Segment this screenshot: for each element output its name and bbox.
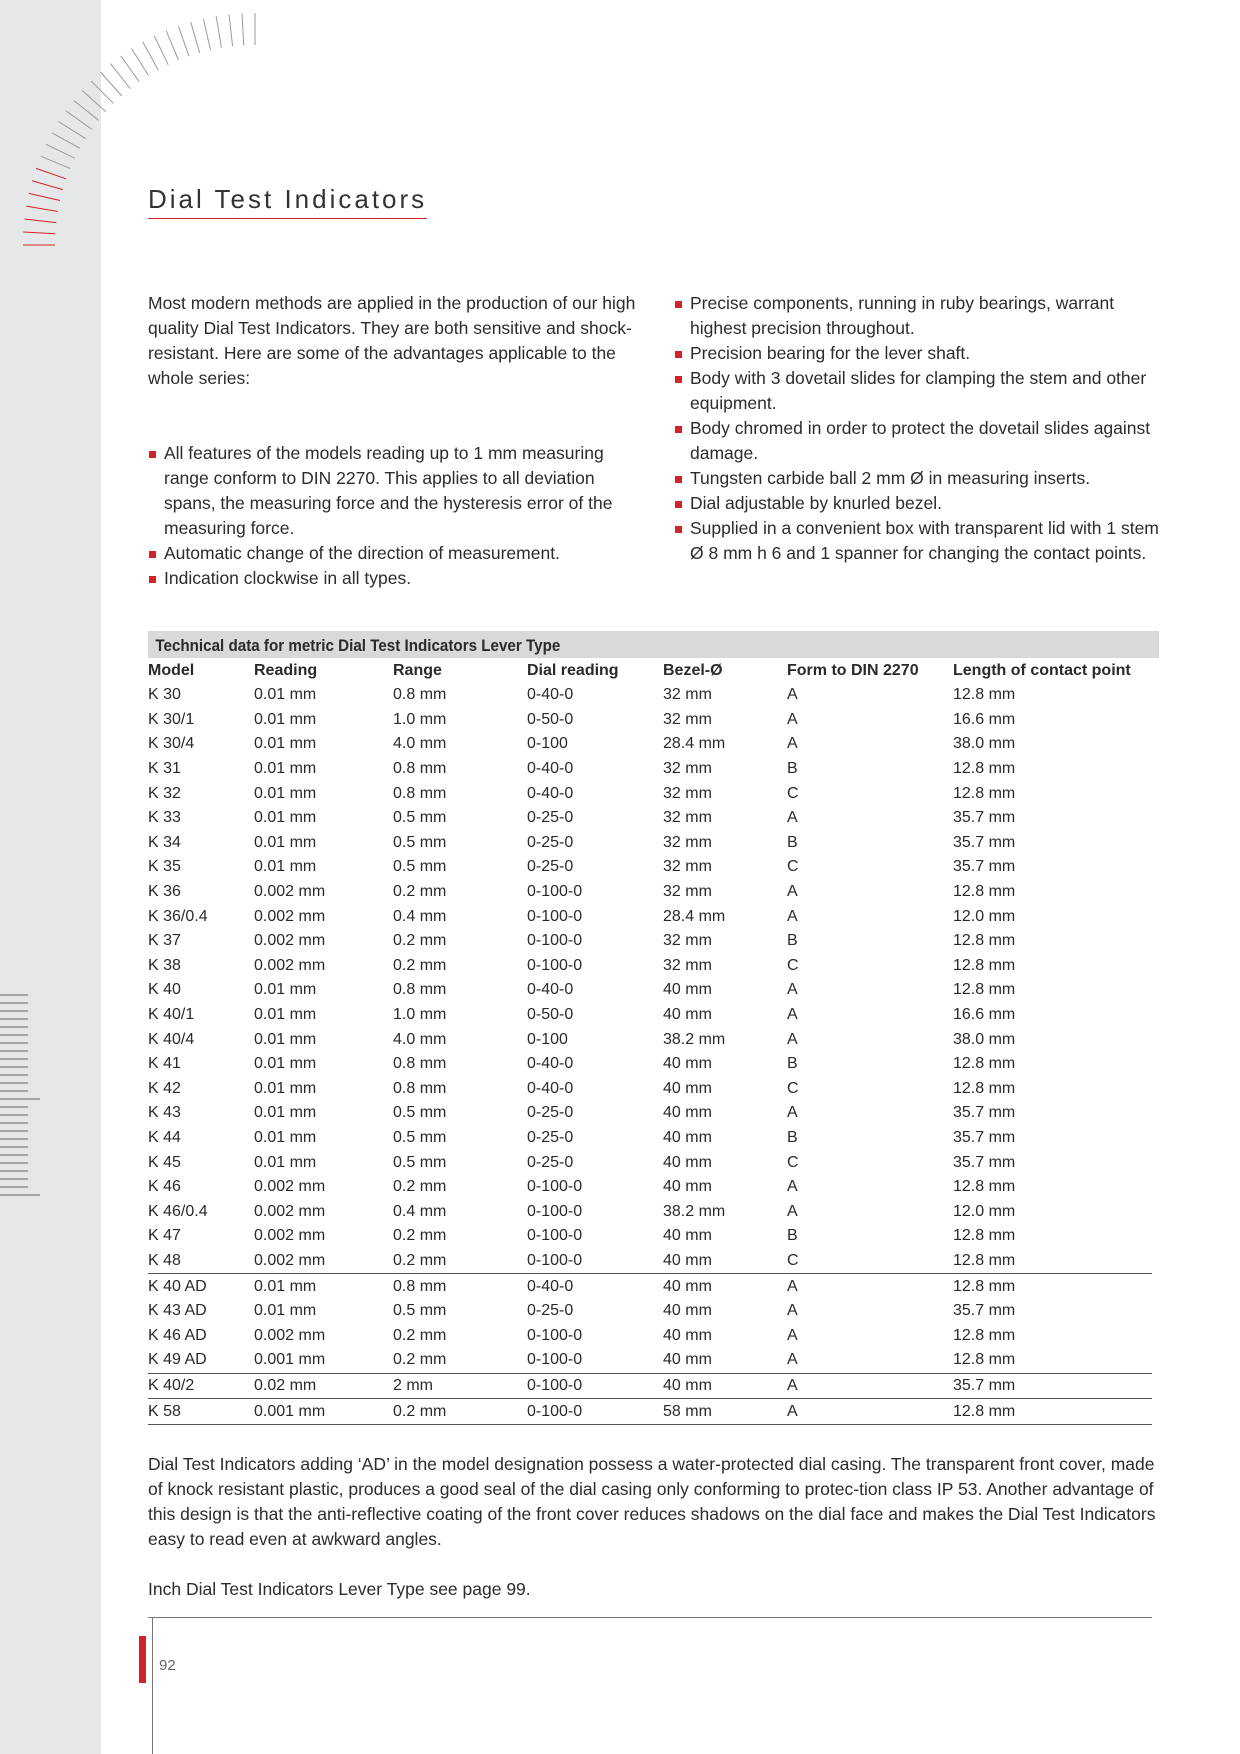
bullet-item: All features of the models reading up to 1 mm measuring range conform to DIN 2270. This applies to all deviation spans, the measuring force and the hysteresis error of the measuring force. — [148, 441, 648, 541]
table-cell: A — [787, 883, 798, 901]
table-cell: 0.01 mm — [254, 710, 317, 728]
bullet-item: Tungsten carbide ball 2 mm Ø in measuring inserts. — [674, 466, 1164, 491]
scale-tick — [203, 19, 210, 50]
table-cell: 12.8 mm — [953, 981, 1016, 999]
table-row — [148, 1373, 1152, 1399]
table-cell: 32 mm — [663, 784, 712, 802]
table-cell: 12.8 mm — [953, 1251, 1016, 1269]
table-cell: A — [787, 735, 798, 753]
table-row — [148, 1027, 1152, 1052]
column-header: Range — [393, 662, 442, 679]
scale-tick — [100, 72, 121, 96]
table-cell: 4.0 mm — [393, 735, 447, 753]
table-row — [148, 1399, 1152, 1425]
table-cell: 0.5 mm — [393, 1302, 447, 1320]
table-cell: K 37 — [148, 932, 181, 950]
table-cell: 32 mm — [663, 686, 712, 704]
table-cell: A — [787, 710, 798, 728]
table-row — [148, 757, 1152, 782]
table-cell: K 40/2 — [148, 1373, 254, 1399]
table-cell: 1.0 mm — [393, 1006, 447, 1024]
table-cell: 12.8 mm — [953, 686, 1016, 704]
table-cell: 12.8 mm — [953, 1351, 1016, 1369]
table-cell: 0-100-0 — [527, 883, 583, 901]
table-cell: A — [787, 981, 798, 999]
table-cell: 0.5 mm — [393, 1104, 447, 1122]
table-cell: 0-100 — [527, 735, 568, 753]
table-cell: 0.01 mm — [254, 981, 317, 999]
table-cell: 12.8 mm — [953, 956, 1016, 974]
table-row — [148, 1052, 1152, 1077]
table-cell: 0-40-0 — [527, 1079, 574, 1097]
table-cell: 12.8 mm — [953, 1227, 1016, 1245]
table-cell: 0.5 mm — [393, 1153, 447, 1171]
table-cell: 0-50-0 — [527, 1006, 574, 1024]
table-cell: 12.8 mm — [953, 1055, 1016, 1073]
scale-tick — [74, 100, 99, 120]
table-cell: 35.7 mm — [953, 1128, 1016, 1146]
table-cell: 0-25-0 — [527, 1153, 574, 1171]
scale-tick — [154, 36, 168, 65]
table-cell: 40 mm — [663, 1006, 712, 1024]
table-row — [148, 683, 1152, 708]
table-cell: K 44 — [148, 1128, 181, 1146]
table-cell: K 32 — [148, 784, 181, 802]
table-cell: 0.01 mm — [254, 1055, 317, 1073]
table-row — [148, 1274, 1152, 1299]
table-cell: B — [787, 760, 798, 778]
scale-tick — [143, 42, 158, 70]
table-cell: K 43 AD — [148, 1302, 207, 1320]
table-cell: 0.002 mm — [254, 883, 326, 901]
table-cell: 0.2 mm — [393, 1399, 527, 1425]
table-cell: 0.01 mm — [254, 760, 317, 778]
table-cell: C — [787, 956, 799, 974]
table-row — [148, 1003, 1152, 1028]
table-cell: K 58 — [148, 1399, 254, 1425]
table-row — [148, 1348, 1152, 1373]
table-cell: 40 mm — [663, 1153, 712, 1171]
table-cell: 58 mm — [663, 1399, 787, 1425]
column-header: Reading — [254, 662, 318, 679]
table-row — [148, 855, 1152, 880]
table-header-row — [148, 658, 1152, 683]
table-cell: 38.0 mm — [953, 735, 1016, 753]
table-cell: 0.01 mm — [254, 1153, 317, 1171]
technical-data-table — [148, 658, 1152, 1425]
table-cell: 40 mm — [663, 1128, 712, 1146]
table-cell: 0.002 mm — [254, 907, 326, 925]
table-cell: A — [787, 1006, 798, 1024]
column-header: Dial reading — [527, 662, 619, 679]
table-row — [148, 1199, 1152, 1224]
table-cell: 16.6 mm — [953, 1006, 1016, 1024]
table-cell: 0.8 mm — [393, 1274, 527, 1299]
table-cell: 40 mm — [663, 1274, 787, 1299]
table-cell: A — [787, 1351, 798, 1369]
table-cell: 0.01 mm — [254, 1302, 317, 1320]
table-cell: K 45 — [148, 1153, 181, 1171]
table-cell: C — [787, 1153, 799, 1171]
table-cell: 0-25-0 — [527, 858, 574, 876]
scale-tick — [216, 16, 221, 48]
table-cell: 0.01 mm — [254, 1006, 317, 1024]
table-cell: K 42 — [148, 1079, 181, 1097]
table-cell: 12.8 mm — [953, 1079, 1016, 1097]
table-cell: 0.01 mm — [254, 1128, 317, 1146]
table-cell: A — [787, 1302, 798, 1320]
table-cell: 0-40-0 — [527, 1055, 574, 1073]
column-header: Bezel-Ø — [663, 662, 723, 679]
table-cell: K 35 — [148, 858, 181, 876]
table-row — [148, 1077, 1152, 1102]
table-row — [148, 781, 1152, 806]
table-cell: 0.5 mm — [393, 809, 447, 827]
scale-tick — [132, 49, 149, 76]
table-cell: 0-25-0 — [527, 1104, 574, 1122]
table-cell: 0-100-0 — [527, 1373, 663, 1399]
table-cell: 0-100 — [527, 1030, 568, 1048]
table-cell: K 40/1 — [148, 1006, 195, 1024]
table-cell: 0.002 mm — [254, 1251, 326, 1269]
table-cell: 40 mm — [663, 1302, 712, 1320]
table-body — [148, 683, 1152, 1424]
table-cell: 0.8 mm — [393, 1055, 447, 1073]
intro-paragraph: Most modern methods are applied in the production of our high quality Dial Test Indicators. They are both sensitive and shock-resistant. Here are some of the advantages applicable to the whole series: — [148, 293, 636, 388]
table-cell: 0-100-0 — [527, 1399, 663, 1425]
table-cell: 0-40-0 — [527, 981, 574, 999]
table-cell: 0.4 mm — [393, 907, 447, 925]
table-row — [148, 954, 1152, 979]
table-cell: B — [787, 1227, 798, 1245]
table-title: Technical data for metric Dial Test Indicators Lever Type — [148, 631, 1159, 658]
table-cell: 0.5 mm — [393, 833, 447, 851]
table-cell: C — [787, 1079, 799, 1097]
scale-tick — [166, 31, 178, 61]
table-cell: 40 mm — [663, 1104, 712, 1122]
table-cell: 0.2 mm — [393, 1251, 447, 1269]
scale-tick — [121, 56, 140, 82]
ad-note-paragraph: Dial Test Indicators adding ‘AD’ in the model designation possess a water-protected dial casing. The transparent front cover, made of knock resistant plastic, produces a good seal of the dial casing only conforming to protec-tion class IP 53. Another advantage of this design is that the anti-reflective coating of the front cover reduces shadows on the dial face and makes the Dial Test Indicators easy to read even at awkward angles. — [148, 1454, 1156, 1549]
table-cell: 0.002 mm — [254, 1326, 326, 1344]
table-cell: 0.2 mm — [393, 956, 447, 974]
table-cell: 32 mm — [663, 883, 712, 901]
table-cell: 32 mm — [663, 956, 712, 974]
footer-frame-line — [152, 1617, 1152, 1618]
table-cell: 32 mm — [663, 710, 712, 728]
table-cell: 0.02 mm — [254, 1373, 393, 1399]
scale-tick — [191, 22, 200, 53]
table-cell: 0-40-0 — [527, 686, 574, 704]
scale-tick — [110, 64, 130, 89]
table-row — [148, 732, 1152, 757]
table-cell: K 46 — [148, 1178, 181, 1196]
table-row — [148, 1299, 1152, 1324]
table-cell: 0.01 mm — [254, 833, 317, 851]
features-list-left — [148, 441, 648, 591]
table-cell: 0-50-0 — [527, 710, 574, 728]
table-cell: 12.8 mm — [953, 1399, 1152, 1425]
table-cell: 35.7 mm — [953, 858, 1016, 876]
table-cell: 0.8 mm — [393, 784, 447, 802]
bullet-item: Body chromed in order to protect the dovetail slides against damage. — [674, 416, 1164, 466]
table-cell: 0-25-0 — [527, 833, 574, 851]
table-row — [148, 1101, 1152, 1126]
features-list-right — [674, 291, 1164, 566]
bullet-item: Precise components, running in ruby bearings, warrant highest precision throughout. — [674, 291, 1164, 341]
table-cell: 12.8 mm — [953, 784, 1016, 802]
scale-tick — [229, 14, 233, 46]
table-cell: C — [787, 858, 799, 876]
table-cell: 28.4 mm — [663, 907, 726, 925]
table-cell: 38.2 mm — [663, 1202, 726, 1220]
table-cell: 0-25-0 — [527, 809, 574, 827]
table-cell: 0.001 mm — [254, 1351, 326, 1369]
table-cell: 4.0 mm — [393, 1030, 447, 1048]
table-cell: A — [787, 1104, 798, 1122]
table-cell: A — [787, 1373, 953, 1399]
table-cell: 40 mm — [663, 1079, 712, 1097]
table-cell: 0.001 mm — [254, 1399, 393, 1425]
table-cell: K 30/4 — [148, 735, 195, 753]
table-cell: K 40/4 — [148, 1030, 195, 1048]
table-cell: 12.0 mm — [953, 1202, 1016, 1220]
table-cell: 0.01 mm — [254, 784, 317, 802]
table-cell: 35.7 mm — [953, 1373, 1152, 1399]
table-row — [148, 929, 1152, 954]
table-cell: K 38 — [148, 956, 181, 974]
table-cell: 0.002 mm — [254, 1178, 326, 1196]
table-cell: 0.01 mm — [254, 1079, 317, 1097]
bullet-item: Dial adjustable by knurled bezel. — [674, 491, 1164, 516]
table-cell: A — [787, 1326, 798, 1344]
table-cell: 16.6 mm — [953, 710, 1016, 728]
table-cell: 35.7 mm — [953, 1104, 1016, 1122]
table-row — [148, 806, 1152, 831]
table-cell: 32 mm — [663, 833, 712, 851]
table-cell: K 41 — [148, 1055, 181, 1073]
table-cell: 0-25-0 — [527, 1302, 574, 1320]
table-row — [148, 1175, 1152, 1200]
table-row — [148, 831, 1152, 856]
table-cell: K 30 — [148, 686, 181, 704]
table-cell: 12.8 mm — [953, 1274, 1152, 1299]
table-cell: 40 mm — [663, 1326, 712, 1344]
scale-tick — [242, 13, 244, 45]
table-cell: 40 mm — [663, 981, 712, 999]
page-number: 92 — [159, 1657, 176, 1674]
table-cell: 0-40-0 — [527, 760, 574, 778]
table-cell: K 46 AD — [148, 1326, 207, 1344]
table-cell: 0-25-0 — [527, 1128, 574, 1146]
table-cell: 0.01 mm — [254, 686, 317, 704]
bullet-item: Precision bearing for the lever shaft. — [674, 341, 1164, 366]
table-cell: 2 mm — [393, 1373, 527, 1399]
table-cell: 0-100-0 — [527, 1227, 583, 1245]
table-cell: A — [787, 1274, 953, 1299]
table-cell: 12.8 mm — [953, 1178, 1016, 1196]
table-cell: 0-100-0 — [527, 1251, 583, 1269]
table-row — [148, 708, 1152, 733]
table-cell: 0.01 mm — [254, 735, 317, 753]
table-cell: K 31 — [148, 760, 181, 778]
table-cell: 0.2 mm — [393, 1351, 447, 1369]
table-cell: 1.0 mm — [393, 710, 447, 728]
table-row — [148, 1126, 1152, 1151]
table-cell: A — [787, 1202, 798, 1220]
scale-tick — [178, 26, 189, 56]
table-cell: 0-100-0 — [527, 1202, 583, 1220]
table-cell: 35.7 mm — [953, 1153, 1016, 1171]
table-cell: 38.0 mm — [953, 1030, 1016, 1048]
table-cell: K 30/1 — [148, 710, 195, 728]
table-cell: 0-100-0 — [527, 1178, 583, 1196]
table-cell: 40 mm — [663, 1055, 712, 1073]
page-number-marker — [139, 1636, 146, 1683]
table-row — [148, 1323, 1152, 1348]
table-cell: A — [787, 1178, 798, 1196]
column-header: Form to DIN 2270 — [787, 662, 919, 679]
scale-tick — [82, 90, 106, 111]
bullet-item: Automatic change of the direction of measurement. — [148, 541, 648, 566]
table-cell: 0.2 mm — [393, 932, 447, 950]
table-cell: 35.7 mm — [953, 1302, 1016, 1320]
scale-tick — [91, 81, 114, 104]
scale-tick — [66, 111, 92, 130]
table-cell: 12.8 mm — [953, 883, 1016, 901]
table-cell: K 40 — [148, 981, 181, 999]
table-row — [148, 904, 1152, 929]
table-row — [148, 880, 1152, 905]
table-cell: A — [787, 1030, 798, 1048]
table-cell: 32 mm — [663, 760, 712, 778]
table-cell: 0.01 mm — [254, 1274, 393, 1299]
footer-frame-vertical — [152, 1617, 153, 1754]
table-cell: 0.4 mm — [393, 1202, 447, 1220]
table-cell: 40 mm — [663, 1178, 712, 1196]
bullet-item: Body with 3 dovetail slides for clamping the stem and other equipment. — [674, 366, 1164, 416]
table-cell: 0.002 mm — [254, 932, 326, 950]
table-cell: 12.8 mm — [953, 1326, 1016, 1344]
technical-data-section — [148, 631, 1152, 1425]
table-cell: 0.2 mm — [393, 1227, 447, 1245]
table-cell: 40 mm — [663, 1351, 712, 1369]
table-cell: 32 mm — [663, 858, 712, 876]
table-cell: 40 mm — [663, 1227, 712, 1245]
table-cell: A — [787, 686, 798, 704]
table-cell: 0.8 mm — [393, 1079, 447, 1097]
table-cell: 0.2 mm — [393, 1326, 447, 1344]
table-cell: 0.002 mm — [254, 1227, 326, 1245]
table-cell: 0-40-0 — [527, 1274, 663, 1299]
table-cell: 0-40-0 — [527, 784, 574, 802]
table-row — [148, 1224, 1152, 1249]
table-cell: 0-100-0 — [527, 1351, 583, 1369]
column-header: Length of contact point — [953, 662, 1131, 679]
table-cell: K 48 — [148, 1251, 181, 1269]
table-cell: 0.2 mm — [393, 1178, 447, 1196]
table-row — [148, 1249, 1152, 1274]
table-cell: 0.01 mm — [254, 1030, 317, 1048]
bullet-item: Supplied in a convenient box with transparent lid with 1 stem Ø 8 mm h 6 and 1 spanner for changing the contact points. — [674, 516, 1164, 566]
table-cell: B — [787, 932, 798, 950]
table-cell: 0.8 mm — [393, 760, 447, 778]
bullet-item: Indication clockwise in all types. — [148, 566, 648, 591]
table-cell: 38.2 mm — [663, 1030, 726, 1048]
table-row — [148, 1150, 1152, 1175]
table-cell: 0.01 mm — [254, 1104, 317, 1122]
table-row — [148, 978, 1152, 1003]
ruler-ticks-decoration — [0, 0, 60, 1754]
table-cell: 12.0 mm — [953, 907, 1016, 925]
table-cell: 0-100-0 — [527, 956, 583, 974]
table-cell: A — [787, 1399, 953, 1425]
table-cell: 0.01 mm — [254, 858, 317, 876]
table-cell: B — [787, 1055, 798, 1073]
table-cell: 28.4 mm — [663, 735, 726, 753]
table-cell: 40 mm — [663, 1251, 712, 1269]
table-cell: 0.01 mm — [254, 809, 317, 827]
table-cell: K 33 — [148, 809, 181, 827]
table-cell: A — [787, 907, 798, 925]
table-cell: K 34 — [148, 833, 181, 851]
table-cell: 0.5 mm — [393, 1128, 447, 1146]
table-cell: 0.002 mm — [254, 1202, 326, 1220]
table-cell: K 40 AD — [148, 1274, 254, 1299]
table-cell: 32 mm — [663, 809, 712, 827]
table-cell: 32 mm — [663, 932, 712, 950]
table-cell: K 49 AD — [148, 1351, 207, 1369]
table-cell: 0-100-0 — [527, 1326, 583, 1344]
table-cell: K 43 — [148, 1104, 181, 1122]
column-header: Model — [148, 662, 195, 679]
table-cell: B — [787, 1128, 798, 1146]
table-cell: K 47 — [148, 1227, 181, 1245]
table-cell: A — [787, 809, 798, 827]
table-cell: 0.002 mm — [254, 956, 326, 974]
table-cell: 35.7 mm — [953, 809, 1016, 827]
inch-reference: Inch Dial Test Indicators Lever Type see page 99. — [148, 1579, 531, 1599]
table-cell: 0.5 mm — [393, 858, 447, 876]
table-cell: C — [787, 784, 799, 802]
table-cell: 40 mm — [663, 1373, 787, 1399]
table-cell: 0-100-0 — [527, 907, 583, 925]
page-title: Dial Test Indicators — [148, 184, 427, 219]
table-cell: 12.8 mm — [953, 760, 1016, 778]
table-cell: B — [787, 833, 798, 851]
table-cell: C — [787, 1251, 799, 1269]
table-cell: 0.8 mm — [393, 981, 447, 999]
table-cell: 0.2 mm — [393, 883, 447, 901]
table-cell: K 36 — [148, 883, 181, 901]
table-cell: 12.8 mm — [953, 932, 1016, 950]
table-cell: K 36/0.4 — [148, 907, 208, 925]
table-cell: 0.8 mm — [393, 686, 447, 704]
table-cell: 0-100-0 — [527, 932, 583, 950]
table-cell: K 46/0.4 — [148, 1202, 208, 1220]
scale-tick — [59, 122, 86, 139]
table-cell: 35.7 mm — [953, 833, 1016, 851]
